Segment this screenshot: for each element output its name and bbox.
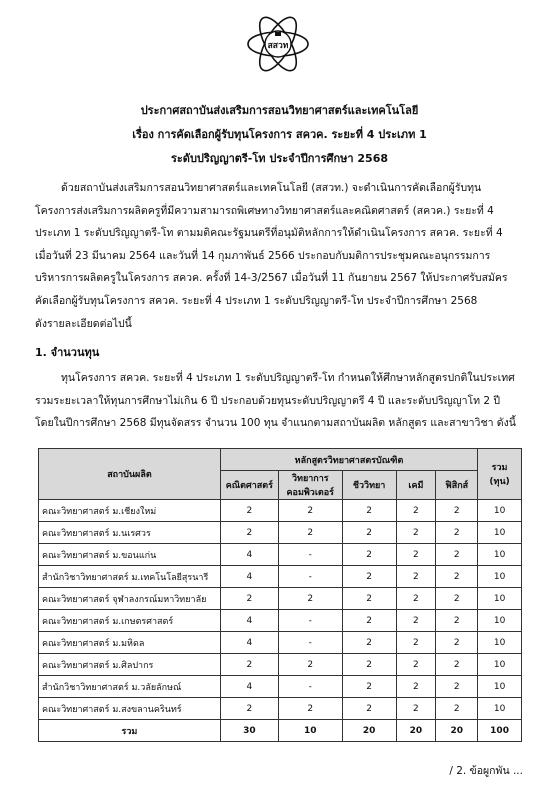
institution-name: สำนักวิชาวิทยาศาสตร์ ม.เทคโนโลยีสุรนารี [39,566,221,588]
table-row [39,632,522,654]
fund-count-cell: 2 [396,566,436,588]
fund-count-cell: 2 [342,522,396,544]
grand-total-cell: 100 [478,720,522,742]
intro-line: ด้วยสถาบันส่งเสริมการสอนวิทยาศาสตร์และเทคโนโลยี (สสวท.) จะดำเนินการคัดเลือกผู้รับทุน [61,182,482,194]
section1-line: โดยในปีการศึกษา 2568 มีทุนจัดสรร จำนวน 100 ทุน จำแนกตามสถาบันผลิต หลักสูตร และสาขาวิชา ดังนี้ [35,417,516,430]
fund-count-cell: 2 [342,588,396,610]
fund-count-cell: 2 [396,500,436,522]
title-line-1: ประกาศสถาบันส่งเสริมการสอนวิทยาศาสตร์และเทคโนโลยี [140,104,419,117]
intro-line: ประเภท 1 ระดับปริญญาตรี-โท ตามมติคณะรัฐมนตรีที่อนุมัติหลักการให้ดำเนินโครงการ สควค. ระยะที่ 4 [35,227,503,240]
intro-line: เมื่อวันที่ 23 มีนาคม 2564 และวันที่ 14 กุมภาพันธ์ 2566 ประกอบกับมติการประชุมคณะอนุกรรมการ [35,249,491,262]
intro-line: ดังรายละเอียดต่อไปนี้ [35,317,132,330]
fund-count-cell: 2 [396,522,436,544]
header-subject: วิทยาการคอมพิวเตอร์ [278,471,342,500]
scholarship-allocation-table [38,448,522,742]
row-total-cell: 10 [478,522,522,544]
row-total-cell: 10 [478,544,522,566]
fund-count-cell: 4 [220,544,278,566]
fund-count-cell: 2 [436,654,478,676]
header-institution: สถาบันผลิต [39,449,221,500]
table-row [39,610,522,632]
table-row [39,500,522,522]
fund-count-cell: 2 [342,544,396,566]
fund-count-cell: 2 [220,698,278,720]
fund-count-cell: 2 [436,566,478,588]
header-subject: คณิตศาสตร์ [220,471,278,500]
fund-count-cell: - [278,544,342,566]
row-total-cell: 10 [478,654,522,676]
fund-count-cell: 2 [278,588,342,610]
institution-name: คณะวิทยาศาสตร์ ม.นเรศวร [39,522,221,544]
fund-count-cell: 2 [220,654,278,676]
fund-count-cell: 4 [220,566,278,588]
institution-name: คณะวิทยาศาสตร์ ม.เกษตรศาสตร์ [39,610,221,632]
ipst-logo-icon [245,8,311,88]
fund-count-cell: 2 [436,632,478,654]
header-subject: ชีววิทยา [342,471,396,500]
column-total-cell: 20 [396,720,436,742]
fund-count-cell: 2 [396,544,436,566]
row-total-cell: 10 [478,632,522,654]
header-curriculum-group: หลักสูตรวิทยาศาสตรบัณฑิต [220,449,477,471]
fund-count-cell: 2 [278,522,342,544]
row-total-cell: 10 [478,566,522,588]
fund-count-cell: 2 [396,632,436,654]
fund-count-cell: 2 [220,588,278,610]
institution-name: คณะวิทยาศาสตร์ ม.สงขลานครินทร์ [39,698,221,720]
fund-count-cell: 2 [436,588,478,610]
table-row [39,566,522,588]
intro-line: โครงการส่งเสริมการผลิตครูที่มีความสามารถพิเศษทางวิทยาศาสตร์และคณิตศาสตร์ (สควค.) ระยะที่ 4 [35,204,494,217]
fund-count-cell: 2 [278,698,342,720]
institution-name: คณะวิทยาศาสตร์ ม.ศิลปากร [39,654,221,676]
institution-name: สำนักวิชาวิทยาศาสตร์ ม.วลัยลักษณ์ [39,676,221,698]
fund-count-cell: 2 [342,698,396,720]
fund-count-cell: 2 [436,676,478,698]
row-total-cell: 10 [478,676,522,698]
fund-count-cell: 2 [436,522,478,544]
title-line-3: ระดับปริญญาตรี-โท ประจำปีการศึกษา 2568 [170,152,389,165]
row-total-cell: 10 [478,610,522,632]
institution-name: คณะวิทยาศาสตร์ จุฬาลงกรณ์มหาวิทยาลัย [39,588,221,610]
svg-text:สสวท: สสวท [267,41,289,51]
section-heading-fund-count: 1. จำนวนทุน [35,346,100,359]
section1-paragraph [35,367,526,435]
column-total-cell: 20 [342,720,396,742]
fund-count-cell: - [278,632,342,654]
table-row [39,588,522,610]
total-row [39,720,522,742]
fund-count-cell: 2 [436,698,478,720]
fund-count-cell: 2 [342,654,396,676]
fund-count-cell: - [278,676,342,698]
section1-line: รวมระยะเวลาให้ทุนการศึกษาไม่เกิน 6 ปี ประกอบด้วยทุนระดับปริญญาตรี 4 ปี และระดับปริญญาโท 2 ปี [35,394,501,407]
fund-count-cell: - [278,610,342,632]
table-row [39,522,522,544]
fund-count-cell: 2 [342,566,396,588]
next-page-note: / 2. ข้อผูกพัน ... [449,765,523,777]
header-subject: เคมี [396,471,436,500]
table-row [39,544,522,566]
fund-count-cell: 2 [396,676,436,698]
header-subject: ฟิสิกส์ [436,471,478,500]
table-row [39,654,522,676]
fund-count-cell: 2 [396,610,436,632]
table-body [39,500,522,742]
intro-line: บริหารการผลิตครูในโครงการ สควค. ครั้งที่ 14-3/2567 เมื่อวันที่ 11 กันยายน 2567 ให้ประกาศรับสมัคร [35,272,508,285]
fund-count-cell: 2 [396,698,436,720]
fund-count-cell: 2 [220,522,278,544]
intro-line: คัดเลือกผู้รับทุนโครงการ สควค. ระยะที่ 4 ประเภท 1 ระดับปริญญาตรี-โท ประจำปีการศึกษา 2568 [35,294,478,307]
row-total-cell: 10 [478,588,522,610]
fund-count-cell: 2 [342,676,396,698]
column-total-cell: 30 [220,720,278,742]
fund-count-cell: 4 [220,632,278,654]
fund-count-cell: 4 [220,610,278,632]
fund-count-cell: 2 [436,500,478,522]
fund-count-cell: 2 [396,654,436,676]
row-total-cell: 10 [478,500,522,522]
fund-count-cell: - [278,566,342,588]
fund-count-cell: 2 [436,610,478,632]
announcement-title [40,99,519,171]
column-total-cell: 20 [436,720,478,742]
fund-count-cell: 2 [342,610,396,632]
table-row [39,698,522,720]
row-total-cell: 10 [478,698,522,720]
fund-count-cell: 2 [342,500,396,522]
section1-line: ทุนโครงการ สควค. ระยะที่ 4 ประเภท 1 ระดับปริญญาตรี-โท กำหนดให้ศึกษาหลักสูตรปกติในประเทศ [61,372,515,384]
institution-name: คณะวิทยาศาสตร์ ม.มหิดล [39,632,221,654]
fund-count-cell: 2 [220,500,278,522]
intro-paragraph [35,177,526,335]
institution-name: คณะวิทยาศาสตร์ ม.ขอนแก่น [39,544,221,566]
fund-count-cell: 2 [396,588,436,610]
total-label: รวม [39,720,221,742]
fund-count-cell: 2 [436,544,478,566]
fund-count-cell: 4 [220,676,278,698]
institution-name: คณะวิทยาศาสตร์ ม.เชียงใหม่ [39,500,221,522]
title-line-2: เรื่อง การคัดเลือกผู้รับทุนโครงการ สควค. ระยะที่ 4 ประเภท 1 [132,128,427,141]
fund-count-cell: 2 [278,500,342,522]
fund-count-cell: 2 [342,632,396,654]
table-row [39,676,522,698]
fund-count-cell: 2 [278,654,342,676]
column-total-cell: 10 [278,720,342,742]
header-total: รวม (ทุน) [478,449,522,500]
